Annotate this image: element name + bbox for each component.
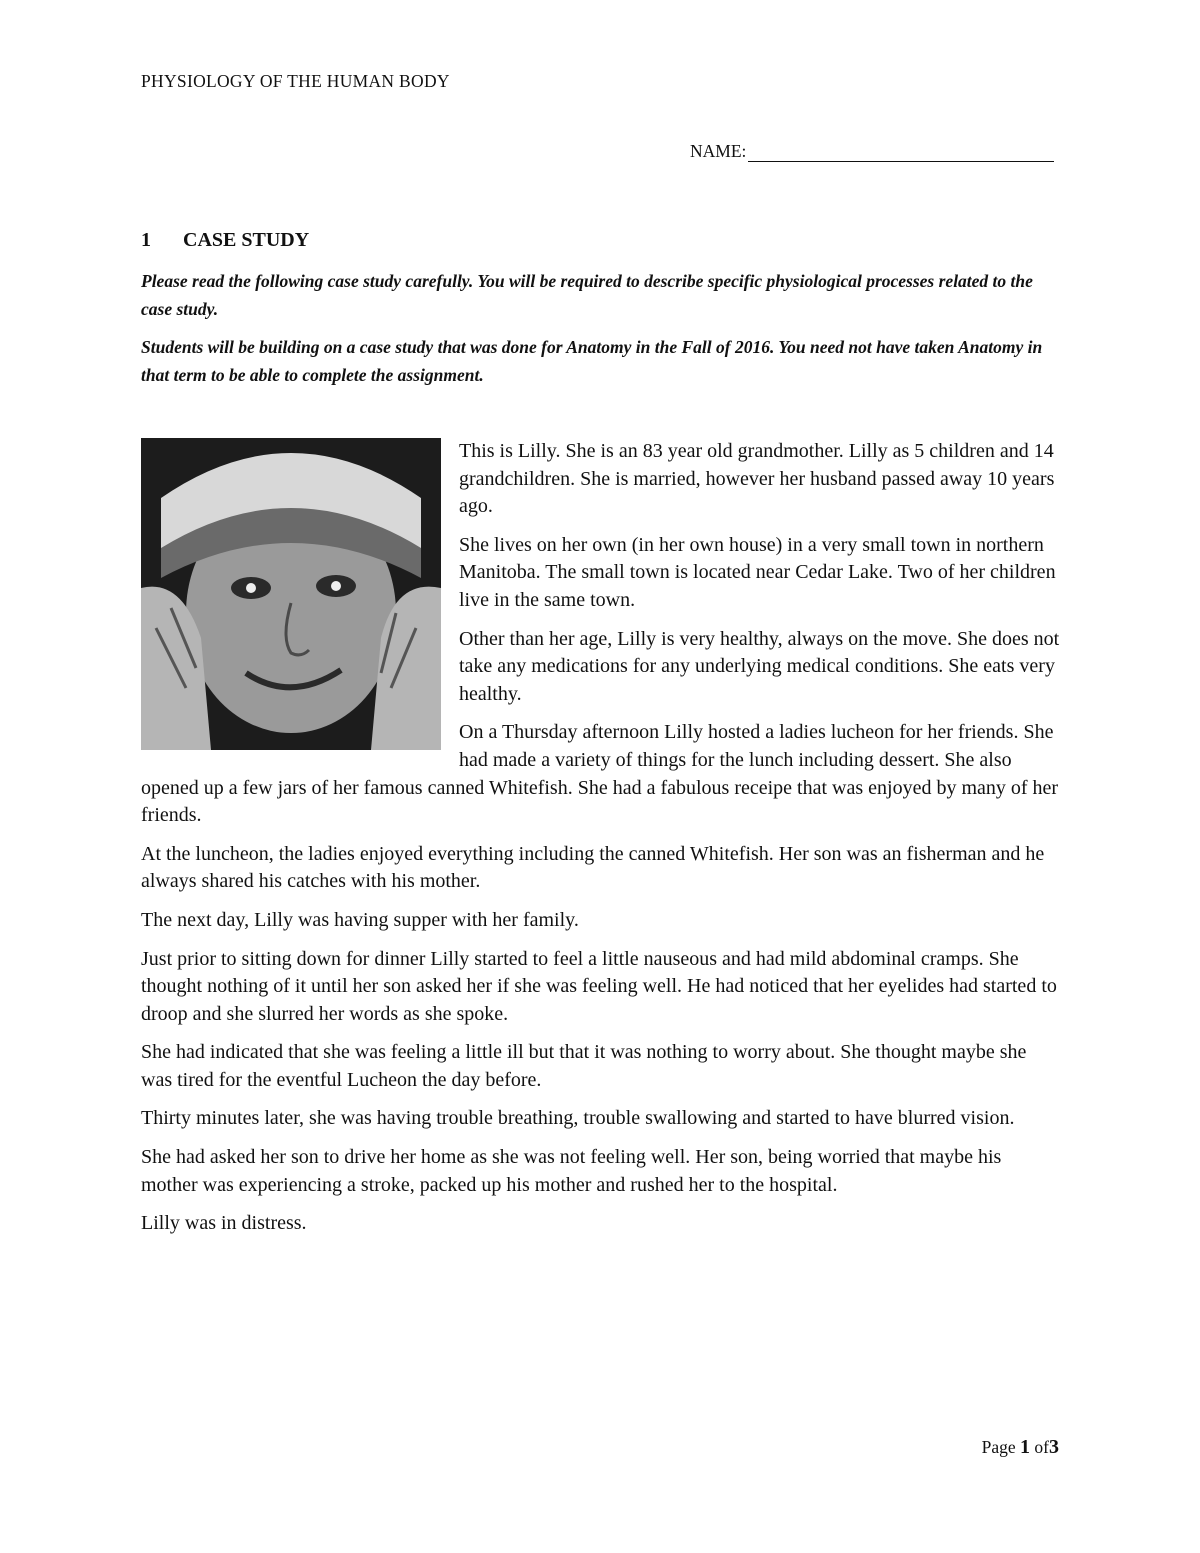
paragraph: She lives on her own (in her own house) in a very small town in northern Manitoba. The small town is located near Cedar Lake. Two of her children live in the same town. xyxy=(459,533,1056,611)
page-number xyxy=(982,1436,1059,1459)
name-label: NAME: xyxy=(690,141,747,161)
section-title: CASE STUDY xyxy=(183,229,310,251)
section-heading xyxy=(141,229,309,252)
paragraph: On a Thursday afternoon Lilly hosted a ladies lucheon for her friends. She had made a variety of things for the lunch including dessert. She also opened up a few jars of her famous canned Whitefish. She had a fabulous receipe that was enjoyed by many of her friends. xyxy=(141,721,1059,827)
paragraph: She had indicated that she was feeling a little ill but that it was nothing to worry about. She thought maybe she was tired for the eventful Lucheon the day before. xyxy=(141,1041,1027,1091)
paragraph: Lilly was in distress. xyxy=(141,1212,307,1235)
name-underline[interactable] xyxy=(748,141,1054,162)
page-of: of xyxy=(1034,1437,1049,1457)
current-page: 1 xyxy=(1020,1436,1031,1458)
paragraph: She had asked her son to drive her home as she was not feeling well. Her son, being worried that maybe his mother was experiencing a stroke, packed up his mother and rushed her to the hospital. xyxy=(141,1146,1002,1196)
section-number: 1 xyxy=(141,229,151,251)
instruction-2: Students will be building on a case study that was done for Anatomy in the Fall of 2016. You need not have taken Anatomy in that term to be able to complete the assignment. xyxy=(141,337,1043,385)
paragraph: Thirty minutes later, she was having trouble breathing, trouble swallowing and started to have blurred vision. xyxy=(141,1107,1015,1130)
instruction-1: Please read the following case study carefully. You will be required to describe specific physiological processes related to the case study. xyxy=(141,271,1033,319)
paragraph: Just prior to sitting down for dinner Lilly started to feel a little nauseous and had mild abdominal cramps. She thought nothing of it until her son asked her if she was feeling well. He had noticed that her eyelides had started to droop and she slurred her words as she spoke. xyxy=(141,947,1057,1025)
case-study-body xyxy=(141,438,1061,1249)
name-field[interactable] xyxy=(690,141,1054,162)
portrait-illustration xyxy=(141,438,441,750)
paragraph: This is Lilly. She is an 83 year old grandmother. Lilly as 5 children and 14 grandchildren. She is married, however her husband passed away 10 years ago. xyxy=(459,440,1055,518)
total-pages: 3 xyxy=(1049,1436,1059,1458)
elderly-woman-photo xyxy=(141,438,441,750)
paragraph: Other than her age, Lilly is very healthy, always on the move. She does not take any medications for any underlying medical conditions. She eats very healthy. xyxy=(459,627,1060,705)
page-prefix: Page xyxy=(981,1437,1016,1457)
course-title: PHYSIOLOGY OF THE HUMAN BODY xyxy=(141,71,450,91)
paragraph: The next day, Lilly was having supper with her family. xyxy=(141,908,579,931)
paragraph: At the luncheon, the ladies enjoyed everything including the canned Whitefish. Her son was an fisherman and he always shared his catches with his mother. xyxy=(141,842,1045,893)
